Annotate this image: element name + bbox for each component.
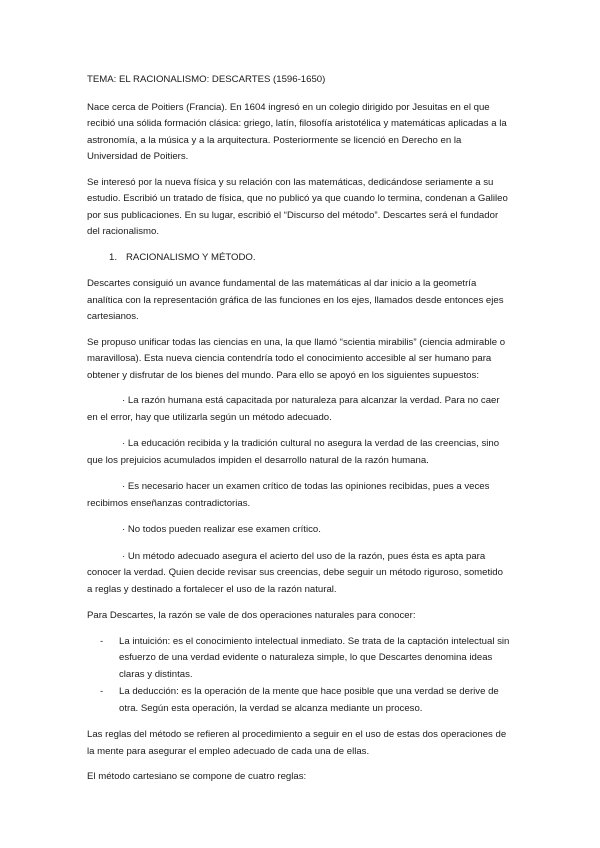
rules-paragraph: Las reglas del método se refieren al procedimiento a seguir en el uso de estas dos operaciones de la mente para asegurar el empleo adecuado de cada una de ellas. bbox=[87, 729, 507, 757]
operation-intuition: La intuición: es el conocimiento intelectual inmediato. Se trata de la captación intelectual sin esfuerzo de una verdad evidente o naturaleza simple, lo que Descartes denomina ideas claras y distintas. bbox=[119, 635, 510, 680]
operations-intro: Para Descartes, la razón se vale de dos operaciones naturales para conocer: bbox=[87, 610, 416, 621]
intro-paragraph-2: Se interesó por la nueva física y su relación con las matemáticas, dedicándose seriamente a su estudio. Escribió un tratado de física, que no publicó ya que cuando lo termina, condenan a Galileo por sus publicaciones. En su lugar, escribió el “Discurso del método”. Descartes será el fundador del racionalismo. bbox=[87, 176, 508, 237]
list-item bbox=[87, 684, 510, 717]
assumption-item: · Es necesario hacer un examen crítico de todas las opiniones recibidas, pues a veces recibimos enseñanzas contradictorias. bbox=[87, 481, 490, 509]
assumption-item: · La educación recibida y la tradición cultural no asegura la verdad de las creencias, sino que los prejuicios acumulados impiden el desarrollo natural de la razón humana. bbox=[87, 438, 500, 466]
assumption-item: · Un método adecuado asegura el acierto del uso de la razón, pues ésta es apta para conocer la verdad. Quien decide revisar sus creencias, debe seguir un método riguroso, sometido a reglas y destinado a fortalecer el uso de la razón natural. bbox=[87, 550, 503, 595]
method-paragraph: El método cartesiano se compone de cuatro reglas: bbox=[87, 771, 307, 782]
dash-bullet: - bbox=[100, 686, 104, 697]
intro-paragraph-1: Nace cerca de Poitiers (Francia). En 1604 ingresó en un colegio dirigido por Jesuitas en el que recibió una sólida formación clásica: griego, latín, filosofía aristotélica y matemáticas aplicadas a la astronomía, a la música y a la arquitectura. Posteriormente se licenció en Derecho en la Universidad de Poitiers. bbox=[87, 101, 507, 162]
section-number: 1. bbox=[109, 251, 118, 263]
operations-list bbox=[87, 634, 510, 718]
assumption-item: · No todos pueden realizar ese examen crítico. bbox=[122, 524, 321, 535]
list-item bbox=[87, 634, 510, 684]
assumption-item: · La razón humana está capacitada por naturaleza para alcanzar la verdad. Para no caer en el error, hay que utilizarla según un método adecuado. bbox=[87, 395, 500, 423]
section-title: RACIONALISMO Y MÉTODO. bbox=[126, 251, 256, 263]
document-title: TEMA: EL RACIONALISMO: DESCARTES (1596-1650) bbox=[87, 74, 326, 85]
section-heading bbox=[109, 250, 510, 267]
section-paragraph-2: Se propuso unificar todas las ciencias en una, la que llamó “scientia mirabilis” (ciencia admirable o maravillosa). Esta nueva ciencia contendría todo el conocimiento accesible al ser humano para obtener y disfrutar de los bienes del mundo. Para ello se apoyó en los siguientes supuestos: bbox=[87, 336, 506, 381]
operation-deduction: La deducción: es la operación de la mente que hace posible que una verdad se derive de otra. Según esta operación, la verdad se alcanza mediante un proceso. bbox=[119, 686, 499, 714]
section-paragraph-1: Descartes consiguió un avance fundamental de las matemáticas al dar inicio a la geometría analítica con la representación gráfica de las funciones en los ejes, llamados desde entonces ejes cartesianos. bbox=[87, 278, 504, 322]
dash-bullet: - bbox=[100, 635, 104, 647]
